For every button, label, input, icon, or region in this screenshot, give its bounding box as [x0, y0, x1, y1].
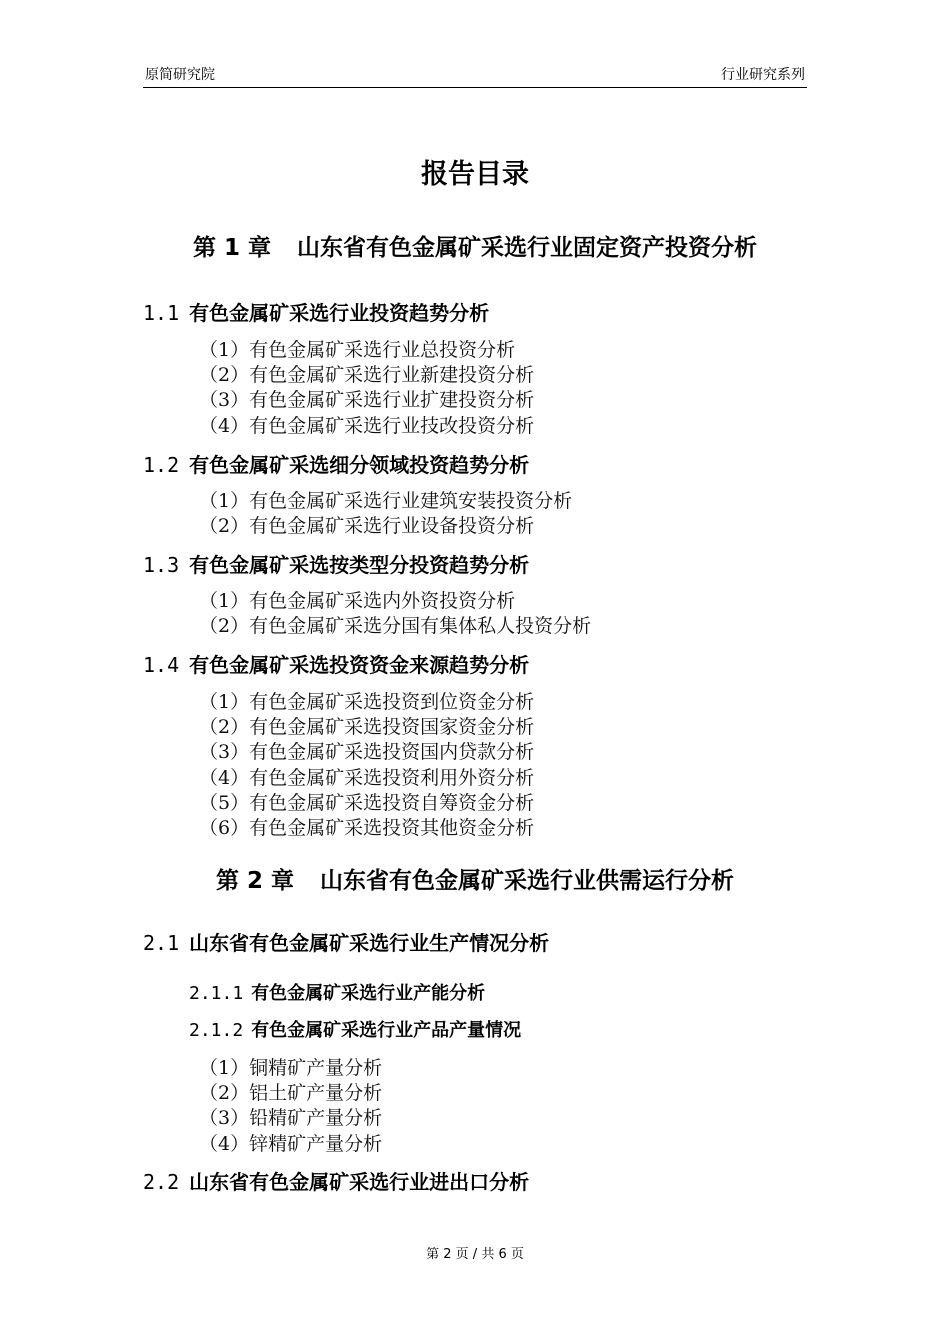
section-title: 有色金属矿采选行业投资趋势分析 [189, 301, 490, 325]
list-item: （4）有色金属矿采选行业技改投资分析 [199, 414, 535, 437]
subsection-number: 2.1.2 [189, 1020, 244, 1041]
header-organization: 原简研究院 [145, 67, 215, 83]
section-number: 2.1 [143, 931, 180, 955]
section-number: 1.2 [143, 453, 180, 477]
section-number: 1.1 [143, 301, 180, 325]
chapter-1-heading [0, 233, 950, 263]
section-1-2-items [199, 489, 572, 539]
subsection-title: 有色金属矿采选行业产能分析 [251, 983, 486, 1004]
subsection-2-1-2-heading [189, 1019, 521, 1043]
subsection-title: 有色金属矿采选行业产品产量情况 [251, 1020, 522, 1041]
list-item: （4）锌精矿产量分析 [199, 1132, 383, 1155]
list-item: （3）有色金属矿采选投资国内贷款分析 [199, 741, 535, 764]
list-item: （2）有色金属矿采选投资国家资金分析 [199, 716, 535, 739]
section-title: 山东省有色金属矿采选行业生产情况分析 [189, 931, 550, 955]
section-1-4-items [199, 690, 534, 841]
section-1-1-heading [143, 300, 489, 326]
list-item: （2）铝土矿产量分析 [199, 1082, 383, 1105]
chapter-2-heading [0, 866, 950, 896]
section-number: 2.2 [143, 1170, 180, 1194]
section-title: 有色金属矿采选细分领域投资趋势分析 [189, 453, 530, 477]
list-item: （6）有色金属矿采选投资其他资金分析 [199, 816, 535, 839]
subsection-2-1-2-items [199, 1056, 382, 1157]
section-1-1-items [199, 338, 534, 439]
section-1-4-heading [143, 652, 529, 678]
header-series: 行业研究系列 [721, 67, 805, 83]
chapter-2-label: 第 2 章 [215, 868, 295, 894]
chapter-1-title: 山东省有色金属矿采选行业固定资产投资分析 [297, 235, 758, 261]
section-title: 有色金属矿采选投资资金来源趋势分析 [189, 653, 530, 677]
list-item: （3）有色金属矿采选行业扩建投资分析 [199, 389, 535, 412]
list-item: （2）有色金属矿采选行业设备投资分析 [199, 515, 535, 538]
header-divider [143, 87, 807, 88]
list-item: （3）铅精矿产量分析 [199, 1107, 383, 1130]
section-title: 有色金属矿采选按类型分投资趋势分析 [189, 553, 530, 577]
list-item: （1）有色金属矿采选内外资投资分析 [199, 590, 516, 612]
list-item: （1）有色金属矿采选行业建筑安装投资分析 [199, 490, 573, 512]
page-title: 报告目录 [421, 159, 529, 190]
list-item: （4）有色金属矿采选投资利用外资分析 [199, 766, 535, 789]
page-number-footer: 第 2 页 / 共 6 页 [426, 1247, 524, 1262]
list-item: （2）有色金属矿采选分国有集体私人投资分析 [199, 615, 592, 638]
subsection-2-1-1-heading [189, 982, 485, 1006]
chapter-2-title: 山东省有色金属矿采选行业供需运行分析 [320, 868, 735, 894]
section-2-1-heading [143, 930, 549, 956]
section-2-2-heading [143, 1169, 529, 1195]
section-1-2-heading [143, 452, 529, 478]
list-item: （1）有色金属矿采选行业总投资分析 [199, 339, 516, 361]
list-item: （2）有色金属矿采选行业新建投资分析 [199, 364, 535, 387]
list-item: （1）铜精矿产量分析 [199, 1057, 383, 1079]
chapter-1-label: 第 1 章 [192, 235, 272, 261]
section-number: 1.3 [143, 553, 180, 577]
list-item: （1）有色金属矿采选投资到位资金分析 [199, 691, 535, 713]
list-item: （5）有色金属矿采选投资自筹资金分析 [199, 791, 535, 814]
section-1-3-items [199, 589, 591, 639]
section-1-3-heading [143, 552, 529, 578]
subsection-number: 2.1.1 [189, 983, 244, 1004]
section-number: 1.4 [143, 653, 180, 677]
section-title: 山东省有色金属矿采选行业进出口分析 [189, 1170, 530, 1194]
